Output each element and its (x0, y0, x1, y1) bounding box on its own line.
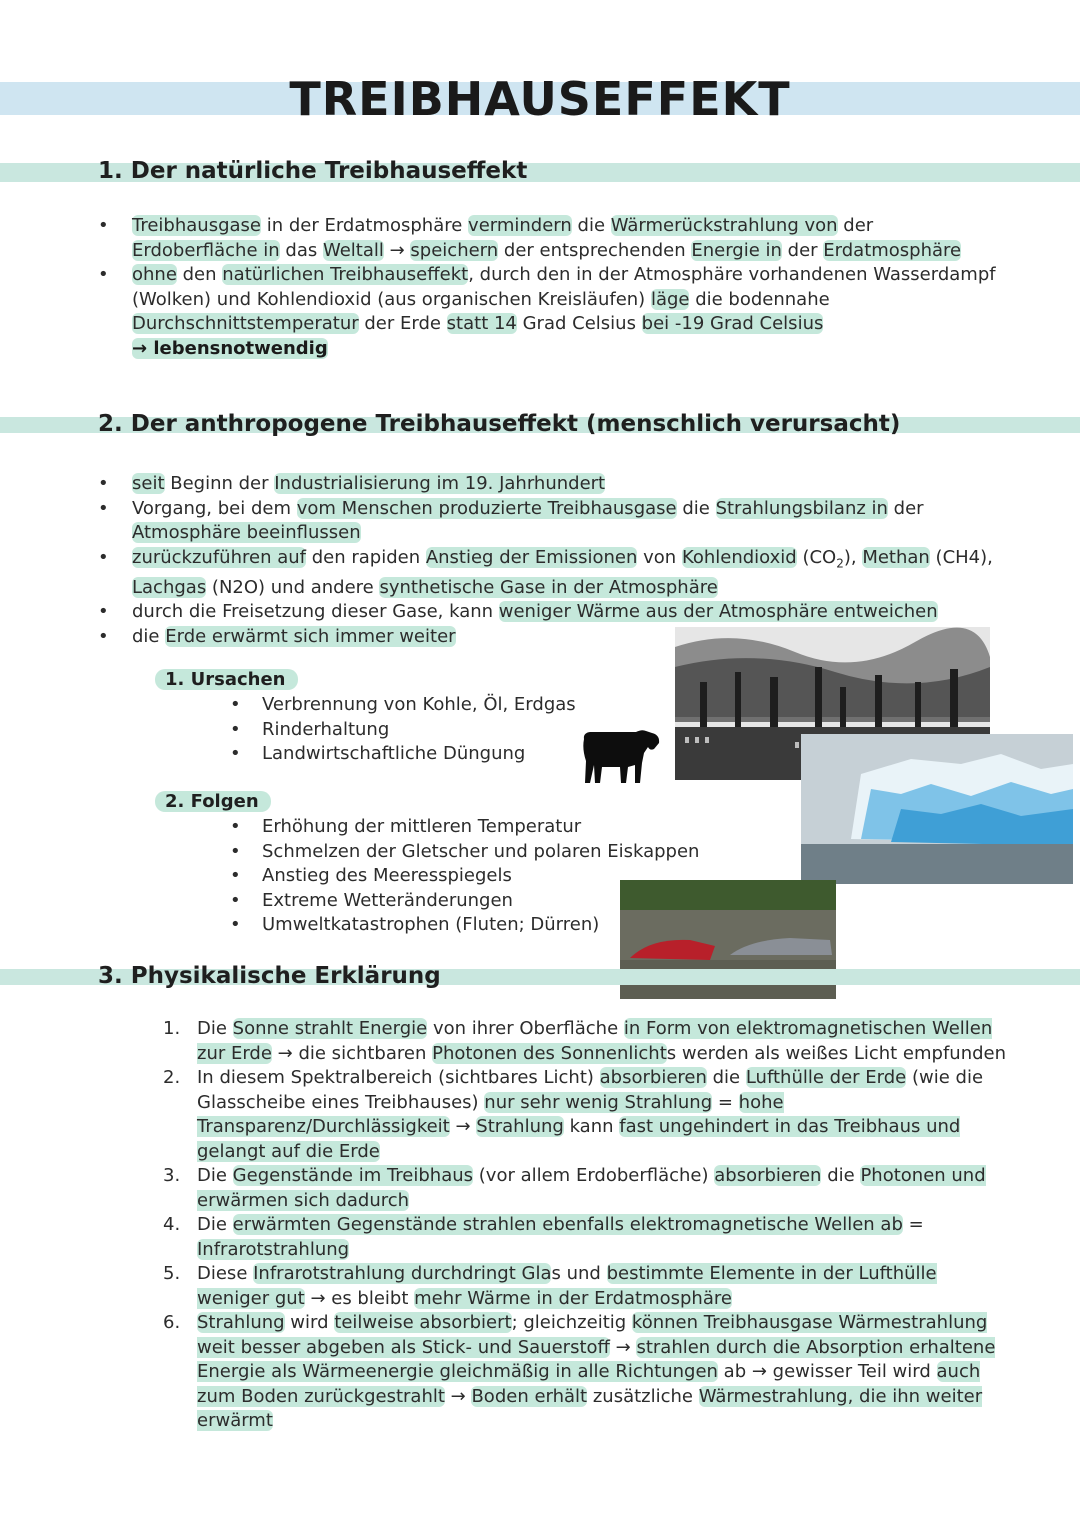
section3-heading: 3. Physikalische Erklärung (98, 963, 441, 989)
conclusion-text: → lebensnotwendig (132, 337, 328, 359)
list-item: • Landwirtschaftliche Düngung (0, 742, 576, 767)
list-item: • Treibhausgase in der Erdatmosphäre vermindern die Wärmerückstrahlung von der Erdoberfläche in das Weltall → speichern der entsprechenden Energie in der Erdatmosphäre (0, 214, 1002, 263)
list-item: • ohne den natürlichen Treibhauseffekt, durch den in der Atmosphäre vorhandenen Wasserdampf (Wolken) und Kohlendioxid (aus organischen Kreisläufen) läge die bodennahe Durchschnittstemperatur der Erde statt 14 Grad Celsius bei -19 Grad Celsius → lebensnotwendig (0, 263, 1002, 361)
causes-heading: 1. Ursachen (155, 669, 298, 690)
list-item: 5. Diese Infrarotstrahlung durchdringt Glas und bestimmte Elemente in der Lufthülle weniger gut → es bleibt mehr Wärme in der Erdatmosphäre (163, 1263, 937, 1309)
list-item: • Vorgang, bei dem vom Menschen produzierte Treibhausgase die Strahlungsbilanz in der Atmosphäre beeinflussen (0, 497, 1002, 546)
list-item: • Erhöhung der mittleren Temperatur (0, 815, 699, 840)
list-item: • Rinderhaltung (0, 718, 576, 743)
list-item: • zurückzuführen auf den rapiden Anstieg der Emissionen von Kohlendioxid $(CO_2)$, Methan (CH4), Lachgas (N2O) und andere synthetische Gase in der Atmosphäre (0, 546, 1002, 601)
causes-list (0, 693, 576, 767)
list-item: • seit Beginn der Industrialisierung im 19. Jahrhundert (0, 472, 1002, 497)
list-item: • Schmelzen der Gletscher und polaren Eiskappen (0, 840, 699, 865)
section2-list (0, 472, 1002, 649)
section1-list (0, 214, 1002, 361)
page-title: TREIBHAUSEFFEKT (289, 72, 791, 126)
list-item: • Extreme Wetteränderungen (0, 889, 699, 914)
cow-image (580, 727, 662, 787)
list-item: • durch die Freisetzung dieser Gase, kann weniger Wärme aus der Atmosphäre entweichen (0, 600, 1002, 625)
list-item: 6. Strahlung wird teilweise absorbiert; gleichzeitig können Treibhausgase Wärmestrahlung weit besser abgeben als Stick- und Sauerstoff → strahlen durch die Absorption erhaltene Energie als Wärmeenergie gleichmäßig in alle Richtungen ab → gewisser Teil wird auch zum Boden zurückgestrahlt → Boden erhält zusätzliche Wärmestrahlung, die ihn weiter erwärmt (163, 1312, 996, 1431)
list-item: • Verbrennung von Kohle, Öl, Erdgas (0, 693, 576, 718)
glacier-image (801, 734, 1073, 884)
list-item: • Umweltkatastrophen (Fluten; Dürren) (0, 913, 699, 938)
effects-list (0, 815, 699, 938)
list-item: • Anstieg des Meeresspiegels (0, 864, 699, 889)
list-item: 1. Die Sonne strahlt Energie von ihrer Oberfläche in Form von elektromagnetischen Wellen zur Erde → die sichtbaren Photonen des Sonnenlichts werden als weißes Licht empfunden (163, 1018, 1007, 1064)
section3-list (0, 1017, 1040, 1434)
list-item: 4. Die erwärmten Gegenstände strahlen ebenfalls elektromagnetische Wellen ab = Infrarotstrahlung (163, 1214, 924, 1260)
list-item: 3. Die Gegenstände im Treibhaus (vor allem Erdoberfläche) absorbieren die Photonen und erwärmen sich dadurch (163, 1165, 986, 1211)
list-item: 2. In diesem Spektralbereich (sichtbares Licht) absorbieren die Lufthülle der Erde (wie die Glasscheibe eines Treibhauses) nur sehr wenig Strahlung = hohe Transparenz/Durchlässigkeit → Strahlung kann fast ungehindert in das Treibhaus und gelangt auf die Erde (163, 1067, 984, 1162)
section2-heading: 2. Der anthropogene Treibhauseffekt (menschlich verursacht) (98, 411, 901, 437)
effects-heading: 2. Folgen (155, 791, 271, 812)
section1-heading: 1. Der natürliche Treibhauseffekt (98, 158, 528, 184)
list-item: • die Erde erwärmt sich immer weiter (0, 625, 1002, 650)
